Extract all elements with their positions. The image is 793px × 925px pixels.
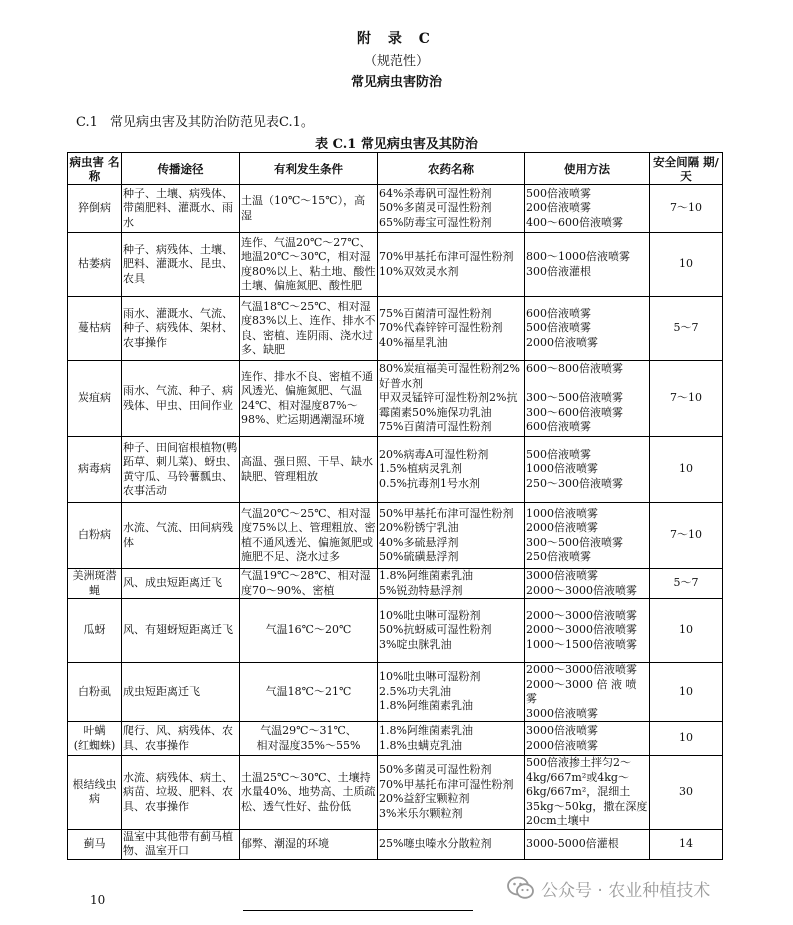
intro-paragraph <box>76 111 314 130</box>
table-row <box>68 756 723 830</box>
appendix-label: 附 录 C <box>357 31 436 47</box>
interval-cell: 10 <box>650 722 723 756</box>
table-row <box>68 503 723 569</box>
page-number: 10 <box>90 893 106 907</box>
usage-cell: 500倍液喷雾 1000倍液喷雾 250～300倍液喷雾 <box>525 437 650 503</box>
route-cell: 水流、病残体、病土、病苗、垃圾、肥料、农具、农事操作 <box>122 756 240 830</box>
clause-text: 常见病虫害及其防治防范见表C.1。 <box>110 115 314 130</box>
pesticide-cell: 50%甲基托布津可湿性粉剂 20%粉锈宁乳油 40%多硫悬浮剂 50%硫磺悬浮剂 <box>378 503 525 569</box>
watermark-text: 公众号 · 农业种植技术 <box>541 880 711 901</box>
pesticide-cell: 50%多菌灵可湿性粉剂 70%甲基托布津可湿性粉剂 20%益舒宝颗粒剂 3%米乐尔颗粒剂 <box>378 756 525 830</box>
pesticide-cell: 20%病毒A可湿性粉剂 1.5%植病灵乳剂 0.5%抗毒剂1号水剂 <box>378 437 525 503</box>
pest-name-cell: 美洲斑潜蝇 <box>68 569 122 599</box>
condition-cell: 土温（10℃～15℃），高湿 <box>240 185 378 233</box>
pesticide-cell: 70%甲基托布津可湿性粉剂 10%双效灵水剂 <box>378 233 525 297</box>
condition-cell: 郁弊、潮湿的环境 <box>240 829 378 859</box>
condition-cell: 土温25℃～30℃、土壤持水量40%、地势高、土质疏松、透气性好、盐份低 <box>240 756 378 830</box>
route-cell: 风、成虫短距离迁飞 <box>122 569 240 599</box>
pest-name-cell: 蓟马 <box>68 829 122 859</box>
condition-cell: 气温29℃～31℃、 相对湿度35%～55% <box>240 722 378 756</box>
interval-cell: 7～10 <box>650 361 723 437</box>
usage-cell: 3000倍液喷雾 2000～3000倍液喷雾 <box>525 569 650 599</box>
header-route: 传播途径 <box>122 153 240 185</box>
table-row <box>68 663 723 722</box>
pesticide-cell: 75%百菌清可湿性粉剂 70%代森锌锌可湿性粉剂 40%福星乳油 <box>378 297 525 361</box>
pest-name-cell: 白粉病 <box>68 503 122 569</box>
interval-cell: 10 <box>650 233 723 297</box>
table-caption: 表 C.1 常见病虫害及其防治 <box>315 137 478 152</box>
table-row <box>68 297 723 361</box>
condition-cell: 气温18℃～21℃ <box>240 663 378 722</box>
condition-cell: 气温16℃～20℃ <box>240 599 378 663</box>
table-row <box>68 185 723 233</box>
pest-control-table <box>67 152 723 860</box>
pest-name-cell: 蔓枯病 <box>68 297 122 361</box>
interval-cell: 10 <box>650 663 723 722</box>
route-cell: 水流、气流、田间病残体 <box>122 503 240 569</box>
pesticide-cell: 1.8%阿维菌素乳油 1.8%虫螨克乳油 <box>378 722 525 756</box>
usage-cell: 500倍液掺土拌匀2～4kg/667m²或4kg～6kg/667m²，混细土35kg～50kg，撒在深度20cm土壤中 <box>525 756 650 830</box>
usage-cell: 2000～3000倍液喷雾 2000～3000倍液喷雾 1000～1500倍液喷雾 <box>525 599 650 663</box>
pesticide-cell: 25%噻虫嗪水分散粒剂 <box>378 829 525 859</box>
pest-name-cell: 病毒病 <box>68 437 122 503</box>
pest-name-cell: 叶螨 (红蜘蛛) <box>68 722 122 756</box>
route-cell: 雨水、气流、种子、病残体、甲虫、田间作业 <box>122 361 240 437</box>
table-row <box>68 722 723 756</box>
interval-cell: 10 <box>650 437 723 503</box>
usage-cell: 1000倍液喷雾 2000倍液喷雾 300～500倍液喷雾 250倍液喷雾 <box>525 503 650 569</box>
footer-rule <box>243 910 473 911</box>
table-row <box>68 361 723 437</box>
table-row <box>68 569 723 599</box>
route-cell: 风、有翅蚜短距离迁飞 <box>122 599 240 663</box>
usage-cell: 3000倍液喷雾 2000倍液喷雾 <box>525 722 650 756</box>
route-cell: 成虫短距离迁飞 <box>122 663 240 722</box>
appendix-title: 常见病虫害防治 <box>350 75 442 90</box>
route-cell: 种子、田间宿根植物(鸭跖草、刺儿菜)、蚜虫、黄守瓜、马铃薯瓢虫、农事活动 <box>122 437 240 503</box>
usage-cell: 600倍液喷雾 500倍液喷雾 2000倍液喷雾 <box>525 297 650 361</box>
interval-cell: 7～10 <box>650 503 723 569</box>
usage-cell: 800～1000倍液喷雾 300倍液灌根 <box>525 233 650 297</box>
condition-cell: 高温、强日照、干旱、缺水缺肥、管理粗放 <box>240 437 378 503</box>
watermark <box>507 874 710 902</box>
wechat-icon <box>507 876 535 900</box>
pest-name-cell: 枯萎病 <box>68 233 122 297</box>
header-usage: 使用方法 <box>525 153 650 185</box>
table-row <box>68 233 723 297</box>
condition-cell: 气温19℃～28℃、相对湿度70～90%、密植 <box>240 569 378 599</box>
condition-cell: 气温20℃～25℃、相对湿度75%以上、管理粗放、密植不通风透光、偏施氮肥或施肥不足、浇水过多 <box>240 503 378 569</box>
pest-name-cell: 根结线虫病 <box>68 756 122 830</box>
table-row <box>68 599 723 663</box>
interval-cell: 5～7 <box>650 297 723 361</box>
condition-cell: 气温18℃～25℃、相对湿度83%以上、连作、排水不良、密植、连阴雨、浇水过多、缺肥 <box>240 297 378 361</box>
usage-cell: 600～800倍液喷雾 300～500倍液喷雾 300～600倍液喷雾 600倍液喷雾 <box>525 361 650 437</box>
interval-cell: 7～10 <box>650 185 723 233</box>
header-condition: 有利发生条件 <box>240 153 378 185</box>
interval-cell: 30 <box>650 756 723 830</box>
interval-cell: 14 <box>650 829 723 859</box>
route-cell: 温室中其他带有蓟马植物、温室开口 <box>122 829 240 859</box>
header-pesticide: 农药名称 <box>378 153 525 185</box>
normative-label: （规范性） <box>363 54 429 69</box>
route-cell: 雨水、灌溉水、气流、种子、病残体、架材、农事操作 <box>122 297 240 361</box>
route-cell: 爬行、风、病残体、农具、农事操作 <box>122 722 240 756</box>
route-cell: 种子、病残体、土壤、肥料、灌溉水、昆虫、农具 <box>122 233 240 297</box>
usage-cell: 2000～3000倍液喷雾 2000～3000 倍 液 喷 雾 3000倍液喷雾 <box>525 663 650 722</box>
header-interval: 安全间隔 期/天 <box>650 153 723 185</box>
table-header-row <box>68 153 723 185</box>
pesticide-cell: 64%杀毒矾可湿性粉剂 50%多菌灵可湿性粉剂 65%防毒宝可湿性粉剂 <box>378 185 525 233</box>
interval-cell: 5～7 <box>650 569 723 599</box>
interval-cell: 10 <box>650 599 723 663</box>
pest-name-cell: 炭疽病 <box>68 361 122 437</box>
pesticide-cell: 80%炭疽福美可湿性粉剂2%好普水剂 甲双灵锰锌可湿性粉剂2%抗霉菌素50%施保功乳油 75%百菌清可湿性粉剂 <box>378 361 525 437</box>
route-cell: 种子、土壤、病残体、带菌肥料、灌溉水、雨水 <box>122 185 240 233</box>
pest-name-cell: 瓜蚜 <box>68 599 122 663</box>
usage-cell: 500倍液喷雾 200倍液喷雾 400～600倍液喷雾 <box>525 185 650 233</box>
usage-cell: 3000-5000倍灌根 <box>525 829 650 859</box>
clause-number: C.1 <box>76 115 98 130</box>
condition-cell: 连作、排水不良、密植不通风透光、偏施氮肥、气温24℃、相对湿度87%～98%、贮运期遇潮湿环境 <box>240 361 378 437</box>
pest-name-cell: 白粉虱 <box>68 663 122 722</box>
pest-name-cell: 猝倒病 <box>68 185 122 233</box>
pesticide-cell: 1.8%阿维菌素乳油 5%锐劲特悬浮剂 <box>378 569 525 599</box>
table-row <box>68 437 723 503</box>
condition-cell: 连作、气温20℃～27℃、地温20℃～30℃，相对湿度80%以上、粘土地、酸性土壤、偏施氮肥、酸性肥 <box>240 233 378 297</box>
table-row <box>68 829 723 859</box>
header-name: 病虫害 名 称 <box>69 154 120 183</box>
pesticide-cell: 10%吡虫啉可湿粉剂 50%抗蚜威可湿性粉剂 3%啶虫脒乳油 <box>378 599 525 663</box>
pesticide-cell: 10%吡虫啉可湿粉剂 2.5%功夫乳油 1.8%阿维菌素乳油 <box>378 663 525 722</box>
